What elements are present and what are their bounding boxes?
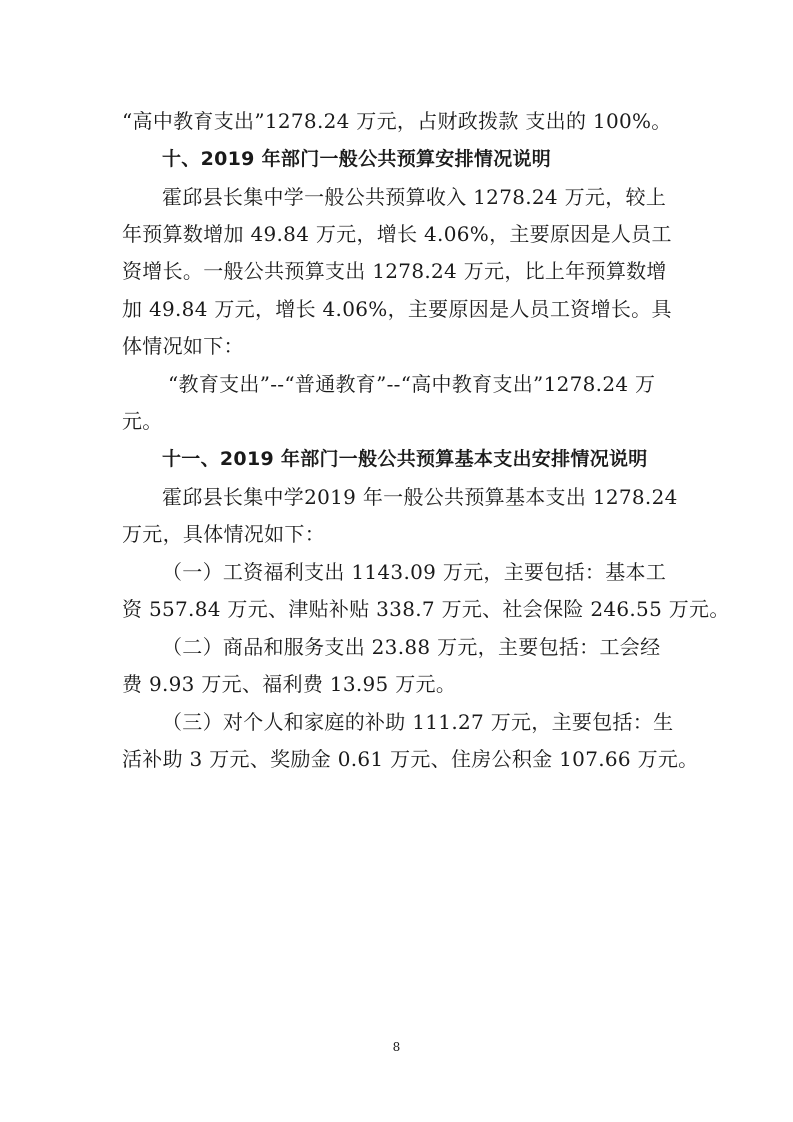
paragraph-line: “高中教育支出”1278.24 万元，占财政拨款 支出的 100%。 xyxy=(122,109,672,133)
list-item-line: （三）对个人和家庭的补助 111.27 万元，主要包括：生 xyxy=(162,710,674,734)
paragraph-line: 加 49.84 万元，增长 4.06%，主要原因是人员工资增长。具 xyxy=(122,297,672,321)
paragraph-line: 体情况如下： xyxy=(122,334,244,358)
paragraph-line: 霍邱县长集中学一般公共预算收入 1278.24 万元，较上 xyxy=(162,185,667,209)
paragraph-line: 霍邱县长集中学2019 年一般公共预算基本支出 1278.24 xyxy=(162,485,678,509)
paragraph-line: 资增长。一般公共预算支出 1278.24 万元，比上年预算数增 xyxy=(122,259,667,283)
paragraph-line: 万元，具体情况如下： xyxy=(122,522,325,546)
section-heading: 十一、2019 年部门一般公共预算基本支出安排情况说明 xyxy=(162,448,648,470)
list-item-line: （二）商品和服务支出 23.88 万元，主要包括：工会经 xyxy=(162,635,661,659)
list-item-line: （一）工资福利支出 1143.09 万元，主要包括：基本工 xyxy=(162,560,667,584)
list-item-line: 资 557.84 万元、津贴补贴 338.7 万元、社会保险 246.55 万元。 xyxy=(122,597,730,621)
paragraph-line: 元。 xyxy=(122,409,163,433)
paragraph-line: 年预算数增加 49.84 万元，增长 4.06%，主要原因是人员工 xyxy=(122,222,672,246)
list-item-line: 费 9.93 万元、福利费 13.95 万元。 xyxy=(122,672,457,696)
paragraph-line: “教育支出”--“普通教育”--“高中教育支出”1278.24 万 xyxy=(168,372,656,396)
page-number: 8 xyxy=(392,1040,401,1054)
section-heading: 十、2019 年部门一般公共预算安排情况说明 xyxy=(162,148,552,170)
list-item-line: 活补助 3 万元、奖励金 0.61 万元、住房公积金 107.66 万元。 xyxy=(122,747,699,771)
